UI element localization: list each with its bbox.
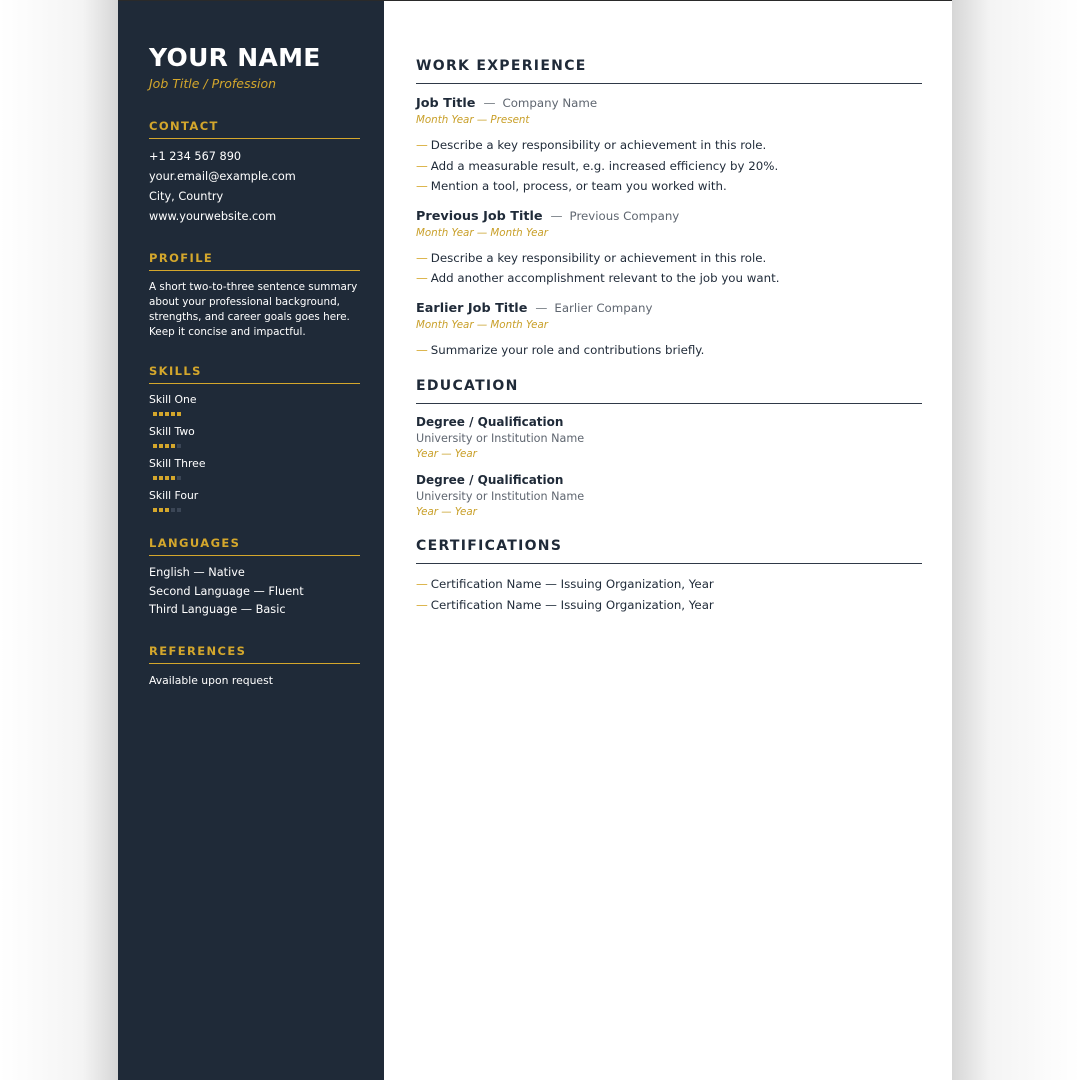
title-separator: — bbox=[483, 96, 496, 110]
work-entry-header bbox=[416, 209, 922, 224]
education-entry bbox=[416, 415, 922, 460]
work-company: Company Name bbox=[502, 96, 598, 110]
skill-item bbox=[149, 425, 360, 448]
work-entry-header bbox=[416, 96, 922, 111]
education-degree: Degree / Qualification bbox=[416, 473, 564, 487]
work-entry-header bbox=[416, 301, 922, 316]
references-heading: REFERENCES bbox=[149, 644, 360, 664]
work-bullet bbox=[416, 176, 922, 197]
contact-phone: +1 234 567 890 bbox=[149, 150, 242, 163]
sidebar bbox=[118, 1, 384, 1080]
work-entry bbox=[416, 301, 922, 361]
bullet-dash: — bbox=[416, 138, 428, 152]
skills-section bbox=[149, 364, 360, 512]
references-text: Available upon request bbox=[149, 673, 273, 687]
certifications-heading: CERTIFICATIONS bbox=[416, 538, 922, 564]
candidate-name: YOUR NAME bbox=[149, 43, 321, 72]
page-shadow-right bbox=[952, 0, 1080, 1080]
skill-level-dots bbox=[153, 476, 360, 480]
skill-dot-filled bbox=[171, 412, 175, 416]
skills-heading: SKILLS bbox=[149, 364, 360, 384]
education-entry bbox=[416, 473, 922, 518]
contact-email: your.email@example.com bbox=[149, 170, 296, 183]
education-heading: EDUCATION bbox=[416, 378, 922, 404]
skill-name: Skill One bbox=[149, 393, 197, 406]
certifications-list bbox=[416, 574, 922, 615]
bullet-text: Mention a tool, process, or team you worked with. bbox=[430, 179, 727, 193]
certification-text: Certification Name — Issuing Organization, Year bbox=[430, 577, 714, 591]
education-years: Year — Year bbox=[416, 506, 477, 518]
work-bullets bbox=[416, 135, 922, 197]
references-section bbox=[149, 644, 360, 687]
skill-dot-filled bbox=[165, 508, 169, 512]
work-job-title: Previous Job Title bbox=[416, 208, 543, 224]
skill-level-dots bbox=[153, 508, 360, 512]
languages-list bbox=[149, 564, 360, 620]
skill-dot-filled bbox=[153, 508, 157, 512]
skill-dot-filled bbox=[153, 412, 157, 416]
skill-dot-empty bbox=[177, 444, 181, 448]
work-dates: Month Year — Present bbox=[416, 114, 530, 126]
skill-name: Skill Four bbox=[149, 489, 199, 502]
work-dates: Month Year — Month Year bbox=[416, 226, 549, 239]
education-entries bbox=[416, 415, 922, 518]
education-section bbox=[416, 378, 922, 518]
skill-dot-filled bbox=[159, 444, 163, 448]
contact-location: City, Country bbox=[149, 190, 224, 203]
bullet-dash: — bbox=[416, 577, 428, 591]
bullet-text: Add another accomplishment relevant to the job you want. bbox=[430, 271, 780, 285]
skill-item bbox=[149, 457, 360, 480]
bullet-dash: — bbox=[416, 179, 428, 193]
work-entry bbox=[416, 96, 922, 197]
contact-list bbox=[149, 147, 360, 227]
skill-dot-filled bbox=[159, 412, 163, 416]
bullet-dash: — bbox=[416, 342, 428, 357]
education-institution: University or Institution Name bbox=[416, 432, 585, 445]
education-degree: Degree / Qualification bbox=[416, 415, 564, 429]
work-entry bbox=[416, 209, 922, 289]
skill-dot-filled bbox=[165, 412, 169, 416]
education-years: Year — Year bbox=[416, 448, 477, 460]
bullet-text: Add a measurable result, e.g. increased efficiency by 20%. bbox=[430, 158, 779, 173]
bullet-text: Summarize your role and contributions briefly. bbox=[430, 342, 705, 357]
skill-dot-filled bbox=[159, 508, 163, 512]
title-separator: — bbox=[550, 208, 563, 223]
work-company: Earlier Company bbox=[554, 300, 653, 315]
skill-dot-empty bbox=[171, 508, 175, 512]
work-entries bbox=[416, 96, 922, 360]
skill-name: Skill Three bbox=[149, 457, 206, 470]
skills-list bbox=[149, 393, 360, 512]
skill-dot-filled bbox=[153, 476, 157, 480]
skill-dot-filled bbox=[165, 444, 169, 448]
candidate-job-title: Job Title / Profession bbox=[149, 76, 277, 91]
certification-text: Certification Name — Issuing Organization, Year bbox=[430, 597, 714, 612]
skill-dot-filled bbox=[171, 444, 175, 448]
skill-dot-empty bbox=[177, 476, 181, 480]
bullet-dash: — bbox=[416, 250, 428, 265]
skill-dot-filled bbox=[171, 476, 175, 480]
certification-item bbox=[416, 574, 922, 595]
bullet-dash: — bbox=[416, 158, 428, 173]
work-job-title: Earlier Job Title bbox=[416, 300, 528, 316]
contact-section bbox=[149, 119, 360, 227]
skill-level-dots bbox=[153, 444, 360, 448]
work-job-title: Job Title bbox=[416, 96, 476, 111]
skill-name: Skill Two bbox=[149, 425, 195, 438]
bullet-dash: — bbox=[416, 271, 428, 285]
skill-item bbox=[149, 393, 360, 416]
languages-section bbox=[149, 536, 360, 620]
work-bullets bbox=[416, 248, 922, 289]
work-bullet bbox=[416, 156, 922, 177]
skill-dot-filled bbox=[153, 444, 157, 448]
main-content bbox=[384, 1, 952, 1080]
certifications-section bbox=[416, 538, 922, 615]
work-bullet bbox=[416, 340, 922, 361]
skill-level-dots bbox=[153, 412, 360, 416]
profile-summary: A short two-to-three sentence summary about your professional background, strengths, and career goals goes here. Keep it concise and impactful. bbox=[149, 281, 358, 338]
title-separator: — bbox=[535, 300, 548, 315]
skill-dot-filled bbox=[177, 412, 181, 416]
work-experience-section bbox=[416, 58, 922, 360]
certification-item bbox=[416, 595, 922, 616]
profile-section bbox=[149, 251, 360, 340]
contact-website: www.yourwebsite.com bbox=[149, 210, 277, 223]
skill-dot-filled bbox=[165, 476, 169, 480]
bullet-text: Describe a key responsibility or achievement in this role. bbox=[430, 250, 767, 265]
page-shadow-left bbox=[0, 0, 118, 1080]
work-bullets bbox=[416, 340, 922, 361]
work-bullet bbox=[416, 248, 922, 269]
profile-heading: PROFILE bbox=[149, 251, 360, 271]
contact-heading: CONTACT bbox=[149, 119, 360, 139]
work-bullet bbox=[416, 268, 922, 289]
skill-dot-empty bbox=[177, 508, 181, 512]
skill-dot-filled bbox=[159, 476, 163, 480]
bullet-text: Describe a key responsibility or achievement in this role. bbox=[430, 138, 767, 152]
languages-heading: LANGUAGES bbox=[149, 536, 360, 556]
language-item: Third Language — Basic bbox=[149, 603, 286, 616]
bullet-dash: — bbox=[416, 597, 428, 612]
language-item: Second Language — Fluent bbox=[149, 584, 304, 598]
education-institution: University or Institution Name bbox=[416, 490, 585, 503]
work-experience-heading: WORK EXPERIENCE bbox=[416, 58, 922, 84]
resume-page bbox=[118, 0, 952, 1080]
skill-item bbox=[149, 489, 360, 512]
work-company: Previous Company bbox=[569, 208, 680, 223]
language-item: English — Native bbox=[149, 566, 245, 579]
work-dates: Month Year — Month Year bbox=[416, 318, 549, 331]
work-bullet bbox=[416, 135, 922, 156]
